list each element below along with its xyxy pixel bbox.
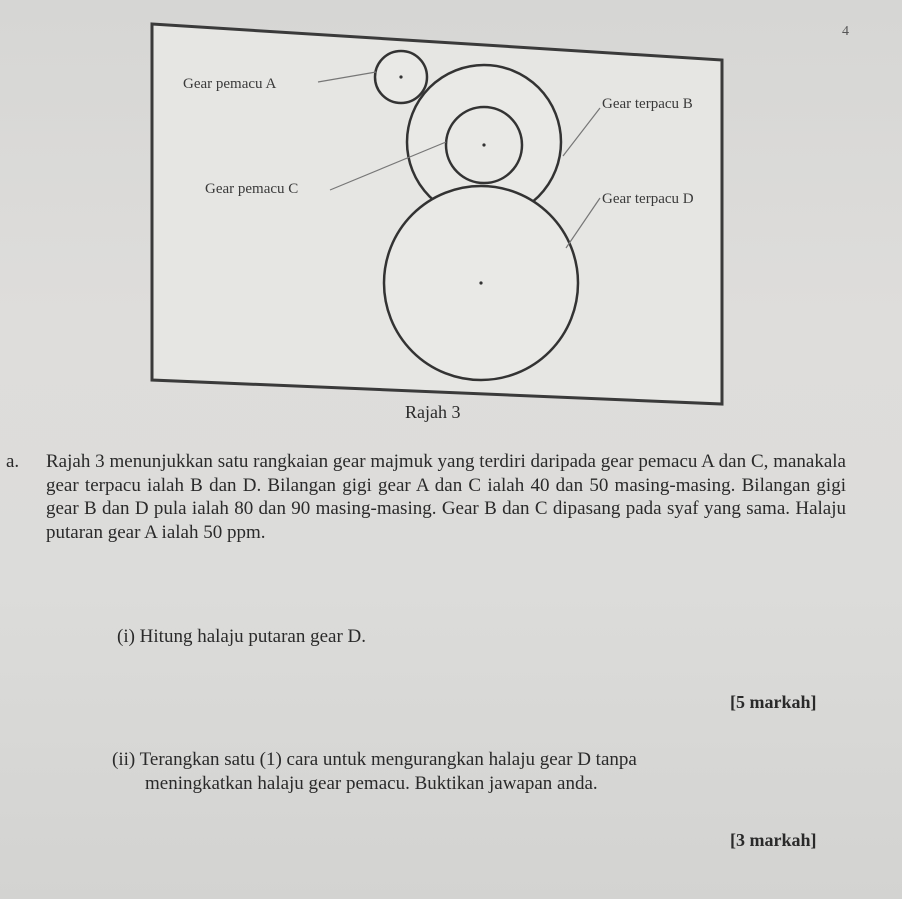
gear-c-center	[482, 143, 485, 146]
figure-caption: Rajah 3	[405, 402, 461, 422]
gear-diagram-svg	[0, 0, 902, 440]
question-marker: a.	[6, 451, 20, 472]
question-part-i: (i) Hitung halaju putaran gear D.	[117, 626, 367, 647]
label-gear-c: Gear pemacu C	[205, 181, 299, 197]
question-part-ii	[112, 748, 842, 795]
label-gear-b: Gear terpacu B	[602, 96, 693, 112]
label-gear-a: Gear pemacu A	[183, 76, 277, 92]
gear-a-center	[399, 75, 402, 78]
gear-diagram	[0, 0, 902, 440]
part-ii-line-2: meningkatkan halaju gear pemacu. Buktikan jawapan anda.	[145, 772, 598, 794]
question-text: Rajah 3 menunjukkan satu rangkaian gear majmuk yang terdiri daripada gear pemacu A dan C, manakala gear terpacu ialah B dan D. Bilangan gigi gear A dan C ialah 40 dan 50 masing-masing. Bilangan gigi gear B dan D pula ialah 80 dan 90 masing-masing. Gear B dan C dipasang pada syaf yang sama. Halaju putaran gear A ialah 50 ppm.	[46, 451, 846, 543]
part-ii-line-1: (ii) Terangkan satu (1) cara untuk mengurangkan halaju gear D tanpa	[112, 749, 637, 770]
label-gear-d: Gear terpacu D	[602, 191, 694, 207]
question-a	[6, 450, 846, 544]
page-number: 4	[842, 24, 849, 39]
part-i-marks: [5 markah]	[730, 692, 817, 712]
gear-d-center	[479, 281, 482, 284]
part-ii-marks: [3 markah]	[730, 830, 817, 850]
